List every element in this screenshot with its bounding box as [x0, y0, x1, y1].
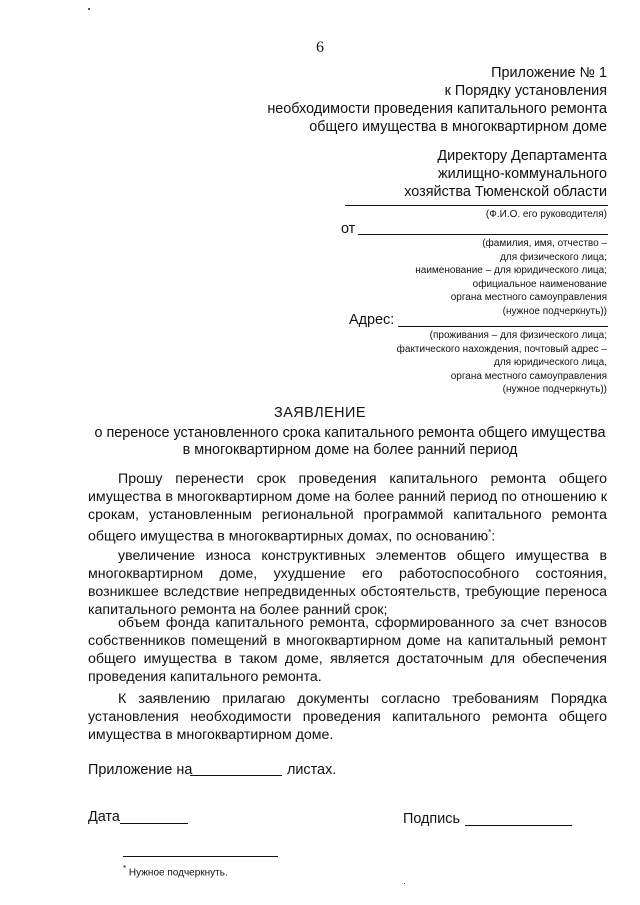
body-paragraph-1-text: Прошу перенести срок проведения капитального ремонта общего имущества в многоквартирном доме на более ранний период по отношению к срокам, установленным региональной программой капитального ремонта общего имущества в многоквартирных домах, по основанию	[88, 471, 607, 545]
signature-label: Подпись	[403, 811, 460, 827]
head-name-line[interactable]	[345, 205, 608, 206]
from-hint-line-6: (нужное подчеркнуть))	[502, 305, 607, 317]
footnote-ref-mark: *	[488, 528, 492, 537]
address-hint-line-3: для юридического лица,	[493, 357, 607, 368]
subtitle-line-2: в многоквартирном доме на более ранний период	[182, 442, 518, 458]
footnote	[123, 864, 228, 878]
from-hint	[415, 237, 607, 318]
document-subtitle	[60, 425, 640, 459]
addressee-line-2: жилищно-коммунального	[437, 166, 607, 182]
addressee-block	[404, 147, 607, 201]
body-paragraph-2: увеличение износа конструктивных элементов общего имущества в многоквартирном доме, ухудшение его работоспособного состояния, возникшее вследствие непредвиденных обстоятельств, требующие переноса капитального ремонта на более ранний срок;	[88, 548, 607, 618]
footnote-mark: *	[123, 864, 127, 873]
appendix-line-3: необходимости проведения капитального ремонта	[267, 101, 607, 117]
address-hint-line-2: фактического нахождения, почтовый адрес –	[396, 343, 607, 355]
attachment-prefix: Приложение на	[88, 762, 193, 778]
appendix-line-1: Приложение № 1	[491, 65, 607, 81]
from-hint-line-4: официальное наименование	[472, 278, 607, 290]
footnote-separator	[123, 856, 278, 857]
address-line[interactable]	[398, 326, 608, 327]
address-hint	[397, 329, 607, 397]
address-hint-line-1: (проживания – для физического лица;	[429, 330, 607, 341]
attachment-sheets-line[interactable]	[190, 775, 282, 776]
from-hint-line-5: органа местного самоуправления	[450, 292, 607, 303]
addressee-line-1: Директору Департамента	[437, 148, 607, 164]
signature-line[interactable]	[465, 825, 572, 826]
document-title: ЗАЯВЛЕНИЕ	[274, 405, 366, 421]
addressee-line-3: хозяйства Тюменской области	[404, 184, 607, 200]
from-hint-line-2: для физического лица;	[500, 251, 607, 263]
body-paragraph-1	[88, 470, 607, 546]
page-number: 6	[316, 39, 324, 56]
from-label: от	[341, 221, 356, 237]
body-paragraph-4: К заявлению прилагаю документы согласно требованиям Порядка установления необходимости проведения капитального ремонта общего имущества в многоквартирном доме.	[88, 691, 607, 743]
from-hint-line-3: наименование – для юридического лица;	[415, 265, 607, 276]
head-name-hint: (Ф.И.О. его руководителя)	[485, 209, 607, 220]
scan-speck	[404, 883, 405, 884]
body-paragraph-1-colon: :	[491, 528, 496, 545]
from-hint-line-1: (фамилия, имя, отчество –	[482, 238, 607, 249]
date-label: Дата	[88, 809, 120, 825]
appendix-line-4: общего имущества в многоквартирном доме	[309, 119, 607, 135]
address-hint-line-5: (нужное подчеркнуть))	[502, 384, 607, 395]
appendix-header	[267, 64, 607, 136]
date-line[interactable]	[120, 823, 188, 824]
subtitle-line-1: о переносе установленного срока капитального ремонта общего имущества	[94, 425, 606, 441]
address-label: Адрес:	[349, 312, 395, 328]
scan-speck	[88, 8, 90, 10]
appendix-line-2: к Порядку установления	[444, 83, 607, 99]
address-hint-line-4: органа местного самоуправления	[450, 370, 607, 382]
footnote-text: Нужное подчеркнуть.	[128, 867, 228, 879]
attachment-suffix: листах.	[287, 762, 337, 778]
from-line[interactable]	[358, 234, 608, 235]
body-paragraph-3: объем фонда капитального ремонта, сформированного за счет взносов собственников помещений в многоквартирном доме на капитальный ремонт общего имущества в таком доме, является достаточным для обеспечения проведения капитального ремонта.	[88, 615, 607, 685]
